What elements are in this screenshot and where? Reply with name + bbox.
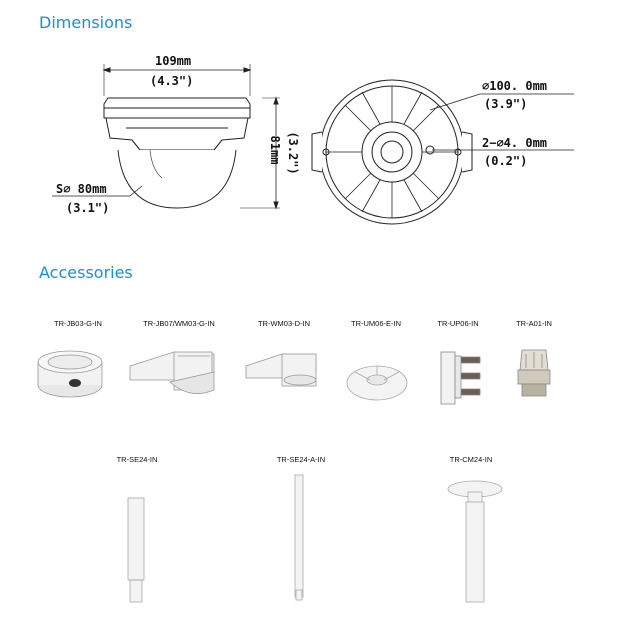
base-mm-text: ∅100. 0mm (482, 79, 548, 93)
accessory-label-um06: TR-UM06-E-IN (351, 319, 401, 328)
long-pendant-pole-icon (295, 475, 303, 600)
accessory-label-a01: TR-A01-IN (516, 319, 552, 328)
accessory-label-wm03: TR-WM03-D-IN (257, 319, 311, 328)
accessories-heading: Accessories (39, 263, 133, 282)
wall-mount-with-box-icon (130, 352, 214, 394)
pole-mount-icon (441, 352, 480, 404)
wall-mount-icon (246, 354, 316, 386)
waterproof-connector-icon (518, 350, 550, 396)
height-mm-text: 81mm (268, 135, 282, 165)
dome-in-text: (3.1") (66, 201, 110, 215)
dome-mm-text: S∅ 80mm (56, 182, 107, 196)
hole-mm-text: 2−∅4. 0mm (482, 136, 548, 150)
camera-base-view (312, 80, 574, 224)
accessory-label-jb07: TR-JB07/WM03-G-IN (143, 319, 215, 328)
width-in-text: (4.3") (150, 74, 194, 88)
width-mm-text: 109mm (155, 54, 192, 68)
ceiling-mount-icon (347, 366, 407, 400)
junction-box-icon (38, 351, 102, 397)
height-in-text: (3.2") (286, 131, 300, 175)
accessory-label-up06: TR-UP06-IN (437, 319, 479, 328)
base-in-text: (3.9") (484, 97, 528, 111)
accessory-label-se24a: TR-SE24-A-IN (276, 455, 326, 464)
accessory-label-cm24: TR-CM24-IN (449, 455, 493, 464)
dimensions-heading: Dimensions (39, 13, 133, 32)
accessory-label-se24: TR-SE24-IN (116, 455, 158, 464)
hole-in-text: (0.2") (484, 154, 528, 168)
ceiling-pendant-mount-icon (448, 481, 502, 602)
accessory-label-jb03: TR-JB03-G-IN (54, 319, 102, 328)
short-pendant-pole-icon (128, 498, 144, 602)
